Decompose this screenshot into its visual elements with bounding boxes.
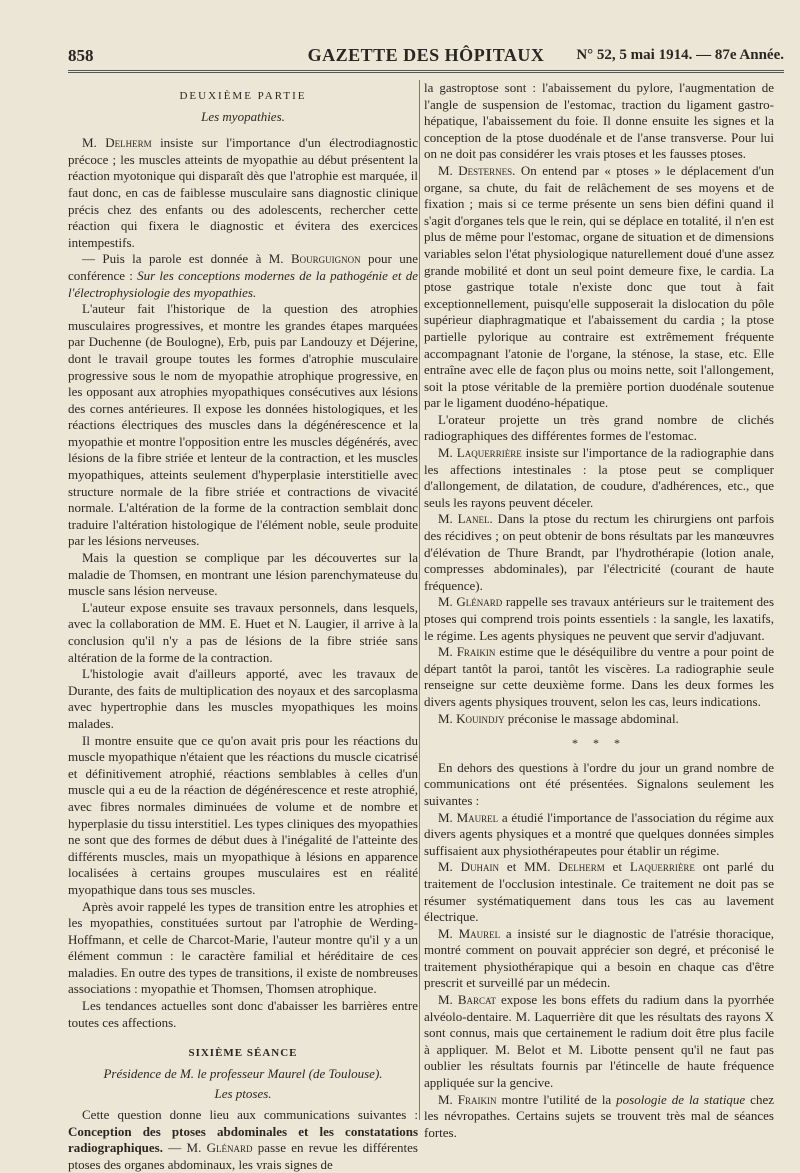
asterism-separator: * * *	[572, 736, 626, 751]
author-name: Bourguignon	[290, 251, 361, 267]
paragraph-text: préconise le massage abdominal.	[504, 710, 679, 726]
paragraph-text: et MM.	[499, 859, 559, 875]
paragraph-text: pour une conférence :	[68, 251, 418, 283]
paragraph-text: M.	[438, 859, 461, 875]
author-name: Maurel	[456, 809, 499, 825]
right-column	[424, 80, 775, 1140]
part-subtitle: Les myopathies.	[201, 108, 285, 124]
paragraph: M. Kouindjy préconise le massage abdominal.	[438, 710, 679, 726]
paragraph-text: chez les névropathes. Certains sujets se trouvent très mal de séances fortes.	[424, 1091, 774, 1140]
paragraph-text: . On entend par « ptoses » le déplacement d'un organe, sa chute, du fait de relâchement de ses moyens et de fixation ; mais si ce terme présente un sens bien défini quand il s'agit d'organes tels que le rein, qui se déplace en totalité, il n'en est plus de même pour l'estomac, organe de situation et de dimensions variables selon l'état physiologique naturellement doué d'une assez grande mobilité et dont un seul point demeure fixe, le cardia. La ptose gastrique totale n'existe donc que tout à fait exceptionnellement, puisqu'elle supposerait la dislocation du pôle supérieur diaphragmatique et l'abaissement du cardia ; la ptose partielle pylorique au contraire est extrêmement fréquente accompagnant l'atonie de l'organe, la sténose, la stase, etc. Elle entraîne avec elle de façon plus ou moins nette, soit l'allongement, soit la ptose véritable de la première portion duodénale soutenue par le ligament duodéno-hépatique.	[424, 162, 774, 411]
part-heading: DEUXIÈME PARTIE	[179, 90, 307, 102]
paragraph: L'orateur projette un très grand nombre de clichés radiographiques des différentes formes de l'estomac.	[424, 411, 774, 444]
issue-info: N° 52, 5 mai 1914. — 87e Année.	[576, 47, 784, 63]
conference-title: Sur les conceptions modernes de la pathogénie et de l'électrophysiologie des myopathies.	[68, 267, 418, 300]
paragraph-text: insiste sur l'importance d'un électrodiagnostic précoce ; les muscles atteints de myopathie au début présentent la réaction myotonique qui disparaît dès que l'atrophie est marquée, il faut donc, en cas de faiblesse musculaire sans diagnostic clinique précis chez des enfants ou des adolescents, rechercher cette réaction qui fixera le diagnostic et évitera des exercices intempestifs.	[68, 135, 418, 250]
session-heading: SIXIÈME SÉANCE	[188, 1047, 298, 1060]
paragraph: Les tendances actuelles sont donc d'abaisser les barrières entre toutes ces affections.	[68, 998, 418, 1030]
journal-title: GAZETTE DES HÔPITAUX	[307, 45, 545, 65]
author-name: Delherm	[105, 135, 152, 151]
paragraph: L'auteur fait l'historique de la question des atrophies musculaires progressives, et montre les grandes étapes marquées par Duchenne (de Boulogne), Erb, puis par Landouzy et Déjerine, dont le travail groupe toutes les formes d'atrophie musculaire progressive sous le nom de myopathie atrophique progressive, en les opposant aux atrophies myopathiques consécutives aux lésions des cornes antérieures. Il expose les données histologiques, et les réactions électriques des muscles dans la dégénérescence et la myopathie et montre l'opposition entre les muscles dégénérés, avec lésions de la fibre striée et lenteur de la contraction, et les muscles myopathiques, atteints seulement d'hyperplasie interstitielle avec structure normale de la fibre striée et contractions de vivacité normale. L'altération de la forme de la contraction semblait donc traduire l'altération histologique de l'élément noble, seule produite par les lésions nerveuses.	[68, 301, 418, 549]
author-name: Maurel	[458, 925, 501, 941]
paragraph-text: ont parlé du traitement de l'occlusion intestinale. Ce traitement ne doit pas se résumer systématiquement dans tous les cas au lavement électrique.	[424, 859, 775, 925]
paragraph-text: et	[604, 859, 630, 875]
paragraph-text: passe en revue les différentes ptoses des organes abdominaux, les vrais signes de	[68, 1140, 418, 1172]
column-divider	[419, 80, 420, 1120]
session-presidency: Présidence de M. le professeur Maurel (de Toulouse).	[103, 1065, 383, 1081]
author-name: Fraikin	[456, 644, 496, 660]
paragraph: Mais la question se complique par les découvertes sur la maladie de Thomsen, en montrant une lésion parenchymateuse du muscle sans lésion nerveuse.	[68, 550, 418, 599]
paragraph: L'auteur expose ensuite ses travaux personnels, dans lesquels, avec la collaboration de MM. E. Huet et N. Laugier, il arrive à la conclusion qu'il n'y a pas de lésions de la fibre striée sans altération de la forme de la contraction.	[68, 599, 418, 665]
paragraph-text: — M.	[163, 1140, 207, 1156]
author-name: Kouindjy	[456, 710, 505, 726]
author-name: Laquerrière	[629, 859, 695, 875]
paragraph: M. Maurel a étudié l'importance de l'association du régime aux divers agents physiques et a montré que quelques données simples suffisaient aux physiothérapeutes pour établir un régime.	[424, 809, 774, 858]
paragraph-text: . Dans la ptose du rectum les chirurgiens ont parfois des récidives ; on peut obtenir de bons résultats par les manœuvres d'élévation de Thure Brandt, par l'hydrothérapie (lotion anale, compresses abdominales), par l'électricité (courant de haute fréquence).	[424, 511, 774, 593]
paragraph-text: rappelle ses travaux antérieurs sur le traitement des ptoses qui comprend trois points essentiels : la sangle, les laxatifs, le régime. Les agents physiques ne peuvent que servir d'adjuvant.	[424, 594, 775, 643]
paragraph: M. Desternes. On entend par « ptoses » le déplacement d'un organe, sa chute, du fait de relâchement de ses moyens et de fixation ; mais si ce terme présente un sens bien défini quand il s'agit d'organes tels que le rein, qui se déplace en totalité, il n'en est plus de même pour l'estomac, organe de situation et de dimensions variables selon l'état physiologique naturellement doué d'une assez grande mobilité et dont un seul point demeure fixe, le cardia. La ptose gastrique totale n'existe donc que tout à fait exceptionnellement, puisqu'elle supposerait la dislocation du pôle supérieur diaphragmatique et l'abaissement du cardia ; la ptose partielle pylorique au contraire est extrêmement fréquente accompagnant l'atonie de l'organe, la sténose, la stase, etc. Elle entraîne avec elle de façon plus ou moins nette, soit l'allongement, soit la ptose véritable de la première portion duodénale soutenue par le ligament duodéno-hépatique.	[424, 162, 774, 411]
session-topic: Les ptoses.	[214, 1086, 272, 1102]
paragraph	[68, 1107, 418, 1173]
paragraph: M. Barcat expose les bons effets du radium dans la pyorrhée alvéolo-dentaire. M. Laquerrière dit que les résultats des rayons X sont connus, mais que certainement le radium doit être plus facile à appliquer. M. Belot et M. Libotte pensent qu'il ne faut pas oublier les résultats fournis par l'étincelle de haute fréquence appliquée sur la gencive.	[424, 992, 774, 1091]
paragraph: L'histologie avait d'ailleurs apporté, avec les travaux de Durante, des faits de multiplication des noyaux et des sarcoplasma avec hypertrophie dans les muscles myopathiques les moins malades.	[68, 666, 418, 731]
paragraph	[424, 859, 774, 925]
paragraph: M. Lanel. Dans la ptose du rectum les chirurgiens ont parfois des récidives ; on peut obtenir de bons résultats par les manœuvres d'élévation de Thure Brandt, par l'hydrothérapie (lotion anale, compresses abdominales), par l'électricité (courant de haute fréquence).	[424, 511, 774, 593]
paragraph: M. Glénard rappelle ses travaux antérieurs sur le traitement des ptoses qui comprend trois points essentiels : la sangle, les laxatifs, le régime. Les agents physiques ne peuvent que servir d'adjuvant.	[424, 594, 775, 643]
author-name: Delherm	[558, 859, 605, 875]
paragraph-text: montre l'utilité de la	[496, 1091, 617, 1107]
paragraph-text: estime que le déséquilibre du ventre a pour point de départ tantôt la paroi, tantôt les viscères. La radiographie seule renseigne sur cette deuxième forme. Dans les deux formes les divers agents physiques trouvent, selon les cas, leurs indications.	[424, 644, 774, 709]
author-name: Fraikin	[457, 1091, 497, 1107]
author-name: Laquerrière	[456, 445, 522, 461]
communication-title: Conception des ptoses abdominales et les constatations radiographiques.	[68, 1123, 418, 1156]
emphasis: posologie de la statique	[616, 1091, 746, 1107]
running-header	[68, 40, 784, 73]
author-name: Desternes	[458, 162, 513, 178]
paragraph: Après avoir rappelé les types de transition entre les atrophies et les myopathies, constituées surtout par l'atrophie de Werding-Hoffmann, et celle de Charcot-Marie, l'auteur montre qu'il y a un élément commun : le caractère familial et héréditaire de ces maladies. En outre des types de transitions, il existe de nombreuses associations : myopathie et Thomsen, Thomsen atrophique.	[68, 898, 418, 997]
author-name: Glénard	[456, 594, 503, 610]
paragraph: M. Laquerrière insiste sur l'importance de la radiographie dans les affections intestinales : la ptose peut se compliquer d'allongement, de dilatation, de coudure, d'adhérences, etc., que seuls les rayons peuvent déceler.	[424, 445, 774, 510]
page-number: 858	[68, 46, 94, 65]
author-name: Glénard	[206, 1140, 253, 1156]
paragraph: M. Maurel a insisté sur le diagnostic de l'atrésie thoracique, montré comment on pouvait apprécier son degré, et préconisé le traitement physiothérapique qui a besoin en chaque cas d'être prescrit et surveillé par un médecin.	[424, 925, 774, 991]
paragraph-text: expose les bons effets du radium dans la pyorrhée alvéolo-dentaire. M. Laquerrière dit que les résultats des rayons X sont connus, mais que certainement le radium doit être plus facile à appliquer. M. Belot et M. Libotte pensent qu'il ne faut pas oublier les résultats fournis par l'étincelle de haute fréquence appliquée sur la gencive.	[424, 992, 774, 1091]
paragraph	[68, 251, 418, 301]
paragraph-text: a insisté sur le diagnostic de l'atrésie thoracique, montré comment on pouvait apprécier son degré, et préconisé le traitement physiothérapique qui a besoin en chaque cas d'être prescrit et surveillé par un médecin.	[424, 925, 774, 991]
paragraph: M. Delherm insiste sur l'importance d'un électrodiagnostic précoce ; les muscles atteints de myopathie au début présentent la réaction myotonique qui disparaît dès que l'atrophie est marquée, il faut donc, en cas de faiblesse musculaire sans diagnostic clinique précis chez des enfants ou des adolescents, rechercher cette réaction qui fixera le diagnostic et évitera des exercices intempestifs.	[68, 135, 418, 250]
author-name: Lanel	[457, 511, 490, 527]
paragraph-text: Cette question donne lieu aux communications suivantes :	[82, 1107, 418, 1123]
paragraph: M. Fraikin montre l'utilité de la posologie de la statique chez les névropathes. Certains sujets se trouvent très mal de séances fortes.	[424, 1091, 774, 1140]
paragraph: En dehors des questions à l'ordre du jour un grand nombre de communications ont été présentées. Signalons seulement les suivantes :	[424, 759, 774, 808]
paragraph-text: — Puis la parole est donnée à M.	[82, 251, 291, 267]
paragraph-text: a étudié l'importance de l'association du régime aux divers agents physiques et a montré que quelques données simples suffisaient aux physiothérapeutes pour établir un régime.	[424, 809, 774, 858]
paragraph: Il montre ensuite que ce qu'on avait pris pour les réactions du muscle myopathique n'étaient que les réactions du muscle cicatrisé et définitivement atrophié, réactions semblables à celles d'un muscle qui a eu de la réaction de dégénérescence et reste atrophié, avec fibres normales diminuées de volume et de nombre et hyperplasie du tissu interstitiel. Les types cliniques des myopathies ne sont que des formes de début dues à l'inégalité de l'atteinte des différents muscles, mais un myopathique à lésions en apparence localisées à certains groupes musculaires est en réalité myopathique dans tous ses muscles.	[68, 732, 418, 897]
paragraph-text: insiste sur l'importance de la radiographie dans les affections intestinales : la ptose peut se compliquer d'allongement, de dilatation, de coudure, d'adhérences, etc., que seuls les rayons peuvent déceler.	[424, 445, 774, 510]
author-name: Barcat	[457, 992, 496, 1008]
left-column	[68, 80, 418, 1172]
paragraph: M. Fraikin estime que le déséquilibre du ventre a pour point de départ tantôt la paroi, tantôt les viscères. La radiographie seule renseigne sur cette deuxième forme. Dans les deux formes les divers agents physiques trouvent, selon les cas, leurs indications.	[424, 644, 774, 709]
paragraph: la gastroptose sont : l'abaissement du pylore, l'augmentation de l'angle de suspension de l'estomac, traction du ligament gastro-hépatique, l'abaissement du foie. Il donne ensuite les signes et la conception de la ptose duodénale et de l'anse transverse. Pour lui on ne doit pas considérer les vrais ptoses et les fausses ptoses.	[424, 80, 774, 162]
author-name: Duhain	[460, 859, 500, 875]
